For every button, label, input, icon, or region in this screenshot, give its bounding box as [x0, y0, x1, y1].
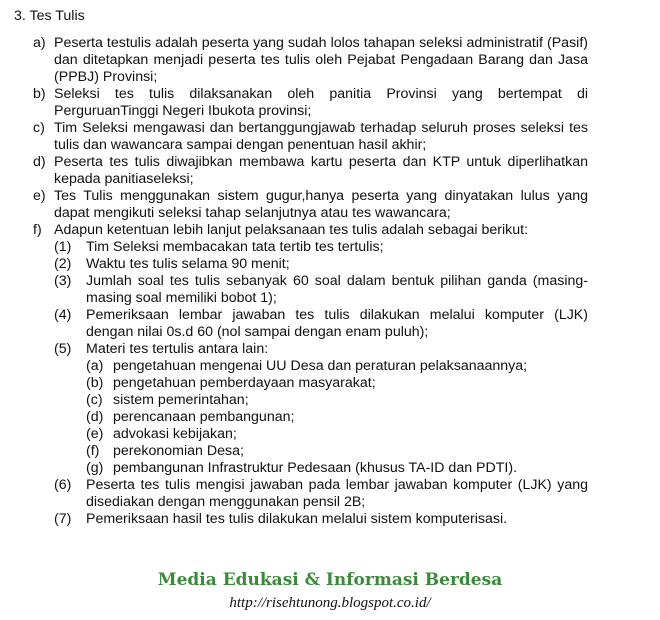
list-item	[33, 35, 588, 86]
materi-item	[86, 358, 588, 375]
list-item	[33, 188, 588, 222]
materi-item	[86, 409, 588, 426]
sub-item	[54, 273, 588, 307]
sub-item	[54, 341, 588, 358]
watermark-title: Media Edukasi & Informasi Berdesa	[157, 570, 503, 590]
item-text: Adapun ketentuan lebih lanjut pelaksanaan tes tulis adalah sebagai berikut:	[54, 222, 529, 238]
item-label: d)	[33, 154, 46, 170]
list-item	[33, 120, 588, 154]
materi-label: (b)	[86, 375, 104, 391]
sub-item-label: (1)	[54, 239, 72, 255]
sub-item-label: (4)	[54, 307, 72, 323]
sub-item-text: Tim Seleksi membacakan tata tertib tes tertulis;	[86, 239, 384, 255]
sub-item-label: (5)	[54, 341, 72, 357]
item-text: Peserta tes tulis diwajibkan membawa kartu peserta dan KTP untuk diperlihatkan kepada panitiaseleksi;	[54, 154, 588, 187]
sub-item	[54, 256, 588, 273]
sub-item-label: (7)	[54, 511, 72, 527]
materi-text: pengetahuan pemberdayaan masyarakat;	[113, 375, 376, 391]
item-list	[33, 35, 588, 528]
materi-text: pengetahuan mengenai UU Desa dan peraturan pelaksanaannya;	[113, 358, 528, 374]
sub-item	[54, 511, 588, 528]
watermark-url: http://risehtunong.blogspot.co.id/	[229, 595, 431, 611]
item-text: Tim Seleksi mengawasi dan bertanggungjawab terhadap seluruh proses seleksi tes tulis dan wawancara sampai dengan penentuan hasil akhir;	[54, 120, 588, 153]
sub-item-text: Waktu tes tulis selama 90 menit;	[86, 256, 290, 272]
sub-item-label: (2)	[54, 256, 72, 272]
sub-item-text: Materi tes tertulis antara lain:	[86, 341, 269, 357]
materi-text: pembangunan Infrastruktur Pedesaan (khusus TA-ID dan PDTI).	[113, 460, 518, 476]
item-label: a)	[33, 35, 46, 51]
materi-item	[86, 443, 588, 460]
materi-item	[86, 375, 588, 392]
item-label: c)	[33, 120, 45, 136]
materi-label: (f)	[86, 443, 100, 459]
item-label: b)	[33, 86, 46, 102]
materi-label: (c)	[86, 392, 103, 408]
materi-label: (a)	[86, 358, 104, 374]
sub-item-label: (6)	[54, 477, 72, 493]
sub-item-text: Jumlah soal tes tulis sebanyak 60 soal dalam bentuk pilihan ganda (masing-masing soal memiliki bobot 1);	[86, 273, 588, 306]
sub-item-text: Peserta tes tulis mengisi jawaban pada lembar jawaban komputer (LJK) yang disediakan dengan menggunakan pensil 2B;	[86, 477, 588, 510]
list-item	[33, 154, 588, 188]
materi-text: perencanaan pembangunan;	[113, 409, 295, 425]
item-label: e)	[33, 188, 46, 204]
item-label: f)	[33, 222, 42, 238]
sub-item-label: (3)	[54, 273, 72, 289]
materi-item	[86, 460, 588, 477]
sub-item-text: Pemeriksaan hasil tes tulis dilakukan melalui sistem komputerisasi.	[86, 511, 508, 527]
list-item	[33, 222, 588, 239]
materi-item	[86, 426, 588, 443]
materi-text: advokasi kebijakan;	[113, 426, 237, 442]
materi-label: (d)	[86, 409, 104, 425]
sub-item	[54, 239, 588, 256]
sub-item-text: Pemeriksaan lembar jawaban tes tulis dilakukan melalui komputer (LJK) dengan nilai 0s.d 60 (nol sampai dengan enam puluh);	[86, 307, 588, 340]
sub-item	[54, 477, 588, 511]
materi-item	[86, 392, 588, 409]
sub-item	[54, 307, 588, 341]
item-text: Tes Tulis menggunakan sistem gugur,hanya peserta yang dinyatakan lulus yang dapat mengikuti seleksi tahap selanjutnya atau tes wawancara;	[54, 188, 588, 221]
materi-label: (e)	[86, 426, 104, 442]
item-text: Peserta testulis adalah peserta yang sudah lolos tahapan seleksi administratif (Pasif) dan ditetapkan menjadi peserta tes tulis oleh Pejabat Pengadaan Barang dan Jasa (PPBJ) Provinsi;	[54, 35, 588, 85]
list-item	[33, 86, 588, 120]
item-text: Seleksi tes tulis dilaksanakan oleh panitia Provinsi yang bertempat di PerguruanTinggi Negeri Ibukota provinsi;	[54, 86, 588, 119]
section-heading: 3. Tes Tulis	[14, 8, 85, 24]
materi-text: sistem pemerintahan;	[113, 392, 249, 408]
materi-label: (g)	[86, 460, 104, 476]
materi-text: perekonomian Desa;	[113, 443, 244, 459]
